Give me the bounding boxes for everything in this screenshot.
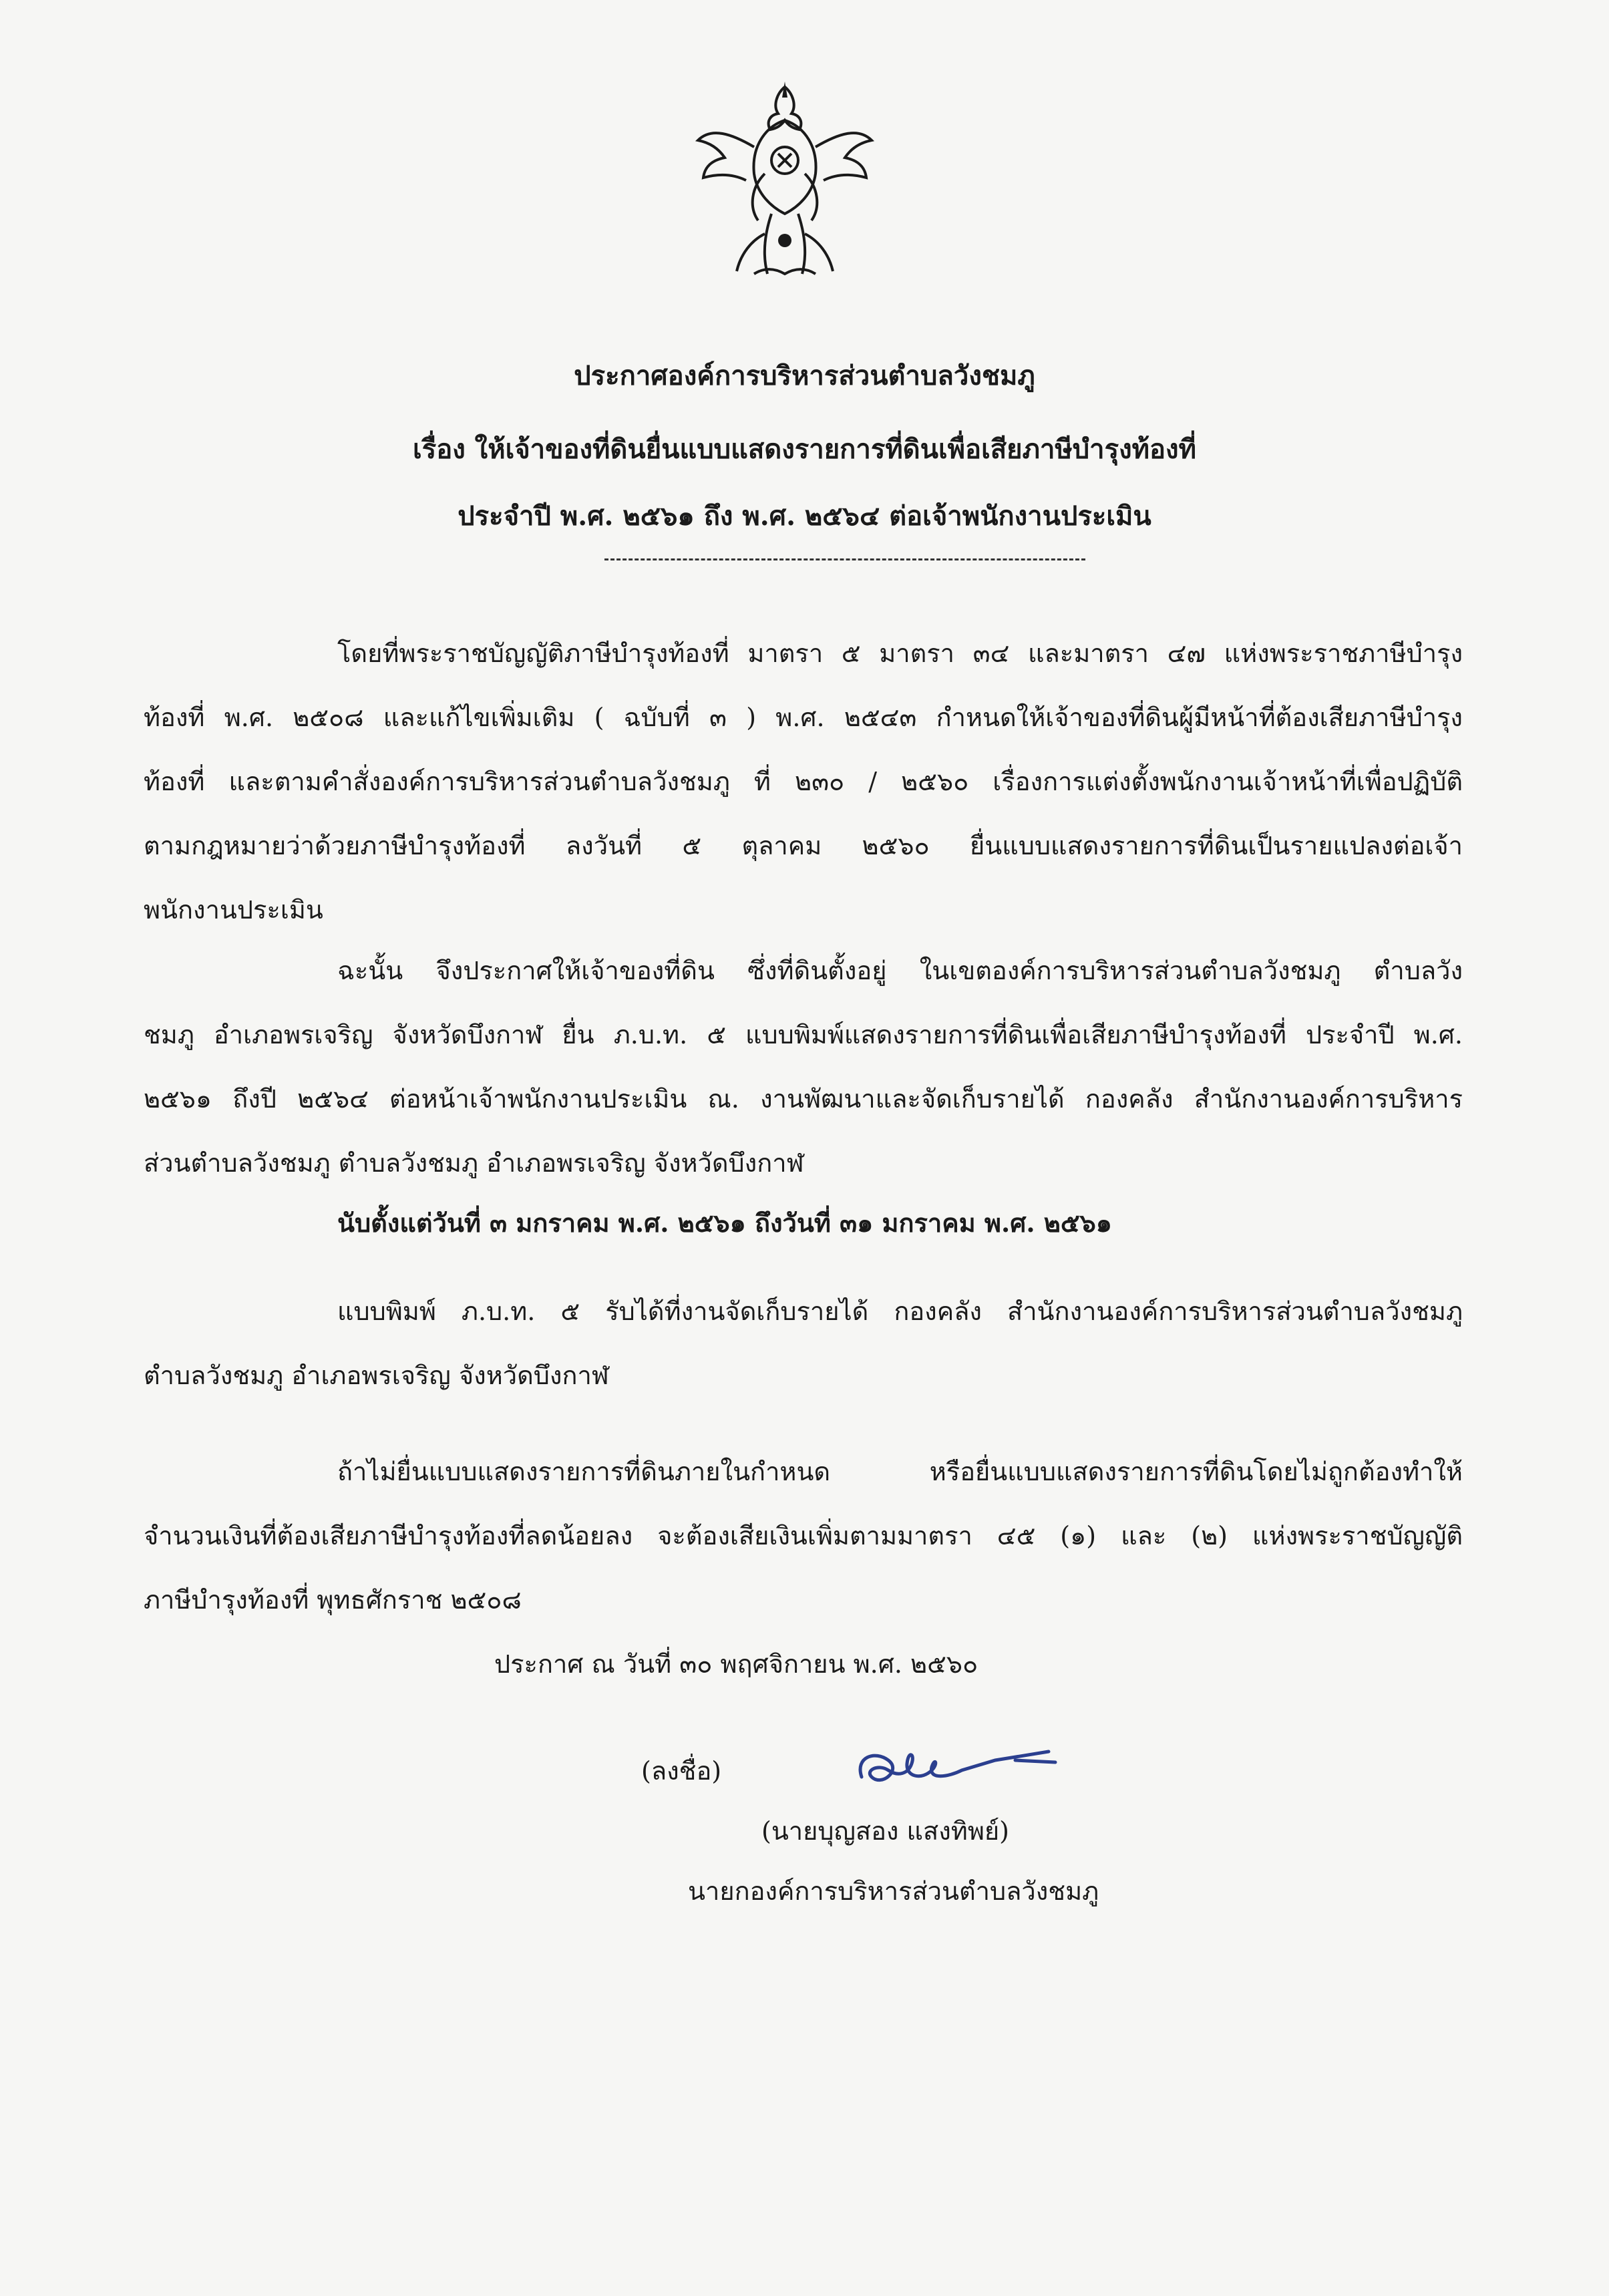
announcement-title: ประกาศองค์การบริหารส่วนตำบลวังชมภู: [574, 360, 1035, 391]
announcement-period: ประจำปี พ.ศ. ๒๕๖๑ ถึง พ.ศ. ๒๕๖๔ ต่อเจ้าพนักงานประเมิน: [458, 500, 1151, 532]
text-line: ท้องที่ และตามคำสั่งองค์การบริหารส่วนตำบลวังชมภู ที่ ๒๓๐ / ๒๕๖๐ เรื่องการแต่งตั้งพนักงานเจ้าหน้าที่เพื่อปฏิบัติ: [144, 767, 1463, 796]
paragraph-form-pickup: [144, 1279, 1463, 1408]
text-line: พนักงานประเมิน: [144, 895, 323, 925]
text-line: แบบพิมพ์ ภ.บ.ท. ๕ รับได้ที่งานจัดเก็บรายได้ กองคลัง สำนักงานองค์การบริหารส่วนตำบลวังชมภู: [337, 1297, 1463, 1326]
announcement-subject: เรื่อง ให้เจ้าของที่ดินยื่นแบบแสดงรายการที่ดินเพื่อเสียภาษีบำรุงท้องที่: [413, 434, 1196, 465]
garuda-emblem: [685, 73, 885, 294]
text-line: ๒๕๖๑ ถึงปี ๒๕๖๔ ต่อหน้าเจ้าพนักงานประเมิน ณ. งานพัฒนาและจัดเก็บรายได้ กองคลัง สำนักงานองค์การบริหาร: [144, 1084, 1463, 1114]
text-line: ฉะนั้น จึงประกาศให้เจ้าของที่ดิน ซึ่งที่ดินตั้งอยู่ ในเขตองค์การบริหารส่วนตำบลวังชมภู ตำบลวัง: [337, 956, 1463, 985]
text-line: โดยที่พระราชบัญญัติภาษีบำรุงท้องที่ มาตรา ๕ มาตรา ๓๔ และมาตรา ๔๗ แห่งพระราชภาษีบำรุง: [337, 639, 1463, 668]
signatory-position: นายกองค์การบริหารส่วนตำบลวังชมภู: [688, 1876, 1099, 1906]
text-line: ตำบลวังชมภู อำเภอพรเจริญ จังหวัดบึงกาฬ: [144, 1361, 609, 1390]
separator-line: [604, 558, 1085, 560]
text-line: ถ้าไม่ยื่นแบบแสดงรายการที่ดินภายในกำหนด หรือยื่นแบบแสดงรายการที่ดินโดยไม่ถูกต้องทำให้: [337, 1457, 1463, 1486]
text-line: ท้องที่ พ.ศ. ๒๕๐๘ และแก้ไขเพิ่มเติม ( ฉบับที่ ๓ ) พ.ศ. ๒๕๔๓ กำหนดให้เจ้าของที่ดินผู้มีหน้าที่ต้องเสียภาษีบำรุง: [144, 703, 1463, 732]
text-line: ตามกฎหมายว่าด้วยภาษีบำรุงท้องที่ ลงวันที่ ๕ ตุลาคม ๒๕๖๐ ยื่นแบบแสดงรายการที่ดินเป็นรายแปลงต่อเจ้า: [144, 831, 1463, 860]
announcement-date: ประกาศ ณ วันที่ ๓๐ พฤศจิกายน พ.ศ. ๒๕๖๐: [494, 1649, 978, 1679]
signatory-name: (นายบุญสอง แสงทิพย์): [761, 1816, 1009, 1846]
paragraph-legal-basis: [144, 621, 1463, 942]
handwritten-signature: [848, 1730, 1069, 1810]
text-line: จำนวนเงินที่ต้องเสียภาษีบำรุงท้องที่ลดน้อยลง จะต้องเสียเงินเพิ่มตามมาตรา ๔๕ (๑) และ (๒) แห่งพระราชบัญญัติ: [144, 1521, 1463, 1550]
paragraph-instruction: [144, 939, 1463, 1195]
text-line: ส่วนตำบลวังชมภู ตำบลวังชมภู อำเภอพรเจริญ จังหวัดบึงกาฬ: [144, 1148, 804, 1178]
paragraph-penalty: [144, 1440, 1463, 1632]
text-line: ชมภู อำเภอพรเจริญ จังหวัดบึงกาฬ ยื่น ภ.บ.ท. ๕ แบบพิมพ์แสดงรายการที่ดินเพื่อเสียภาษีบำรุงท้องที่ ประจำปี พ.ศ.: [144, 1020, 1463, 1049]
signed-label: (ลงชื่อ): [641, 1756, 722, 1786]
submission-deadline: นับตั้งแต่วันที่ ๓ มกราคม พ.ศ. ๒๕๖๑ ถึงวันที่ ๓๑ มกราคม พ.ศ. ๒๕๖๑: [337, 1208, 1112, 1238]
text-line: ภาษีบำรุงท้องที่ พุทธศักราช ๒๕๐๘: [144, 1585, 522, 1615]
